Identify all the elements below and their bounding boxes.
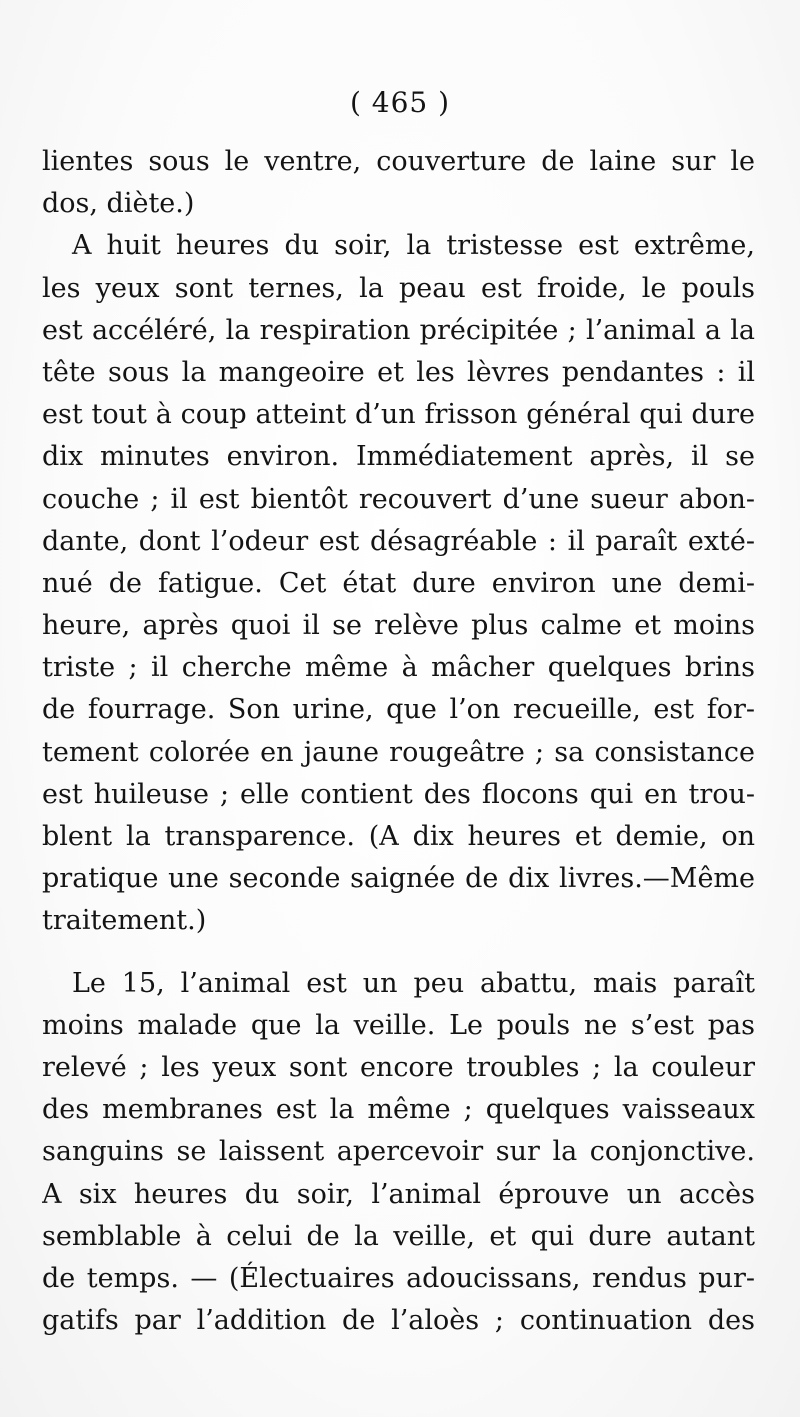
text-line: des membranes est la même ; quelques vaisseaux — [42, 1094, 755, 1126]
text-line: Le 15, l’animal est un peu abattu, mais paraît — [72, 967, 755, 999]
text-line: est tout à coup atteint d’un frisson général qui dure — [42, 399, 755, 431]
text-line: triste ; il cherche même à mâcher quelques brins — [42, 652, 755, 684]
text-line: sanguins se laissent apercevoir sur la conjonctive. — [42, 1136, 755, 1168]
paragraph-gap — [42, 943, 755, 963]
text-line: tête sous la mangeoire et les lèvres pendantes : il — [42, 356, 755, 388]
text-line: traitement.) — [42, 905, 207, 937]
text-line: est huileuse ; elle contient des flocons qui en trou- — [42, 778, 755, 810]
paragraph — [42, 225, 755, 942]
text-line: lientes sous le ventre, couverture de laine sur le — [42, 146, 755, 177]
text-line: gatifs par l’addition de l’aloès ; continuation des — [42, 1305, 755, 1337]
text-line: pratique une seconde saignée de dix livres.—Même — [42, 863, 755, 895]
text-line: A huit heures du soir, la tristesse est extrême, — [72, 230, 755, 262]
text-line: moins malade que la veille. Le pouls ne s’est pas — [42, 1009, 755, 1041]
page-number: ( 465 ) — [349, 86, 451, 119]
text-line: de temps. — (Électuaires adoucissans, rendus pur- — [42, 1262, 755, 1294]
text-line: tement colorée en jaune rougeâtre ; sa consistance — [42, 736, 755, 768]
paragraph — [42, 141, 755, 225]
text-line: blent la transparence. (A dix heures et demie, on — [42, 821, 755, 852]
text-line: est accéléré, la respiration précipitée ; l’animal a la — [42, 314, 755, 346]
text-line: couche ; il est bientôt recouvert d’une sueur abon- — [42, 483, 755, 515]
paragraph — [42, 963, 755, 1343]
text-line: heure, après quoi il se relève plus calme et moins — [42, 610, 755, 642]
text-line: relevé ; les yeux sont encore troubles ; la couleur — [42, 1051, 755, 1083]
text-line: nué de fatigue. Cet état dure environ une demi- — [42, 567, 755, 599]
text-line: dos, diète.) — [42, 188, 195, 220]
text-line: de fourrage. Son urine, que l’on recueille, est for- — [42, 694, 755, 726]
text-line: dix minutes environ. Immédiatement après, il se — [42, 441, 755, 473]
text-line: semblable à celui de la veille, et qui dure autant — [42, 1220, 755, 1252]
text-line: dante, dont l’odeur est désagréable : il paraît exté- — [42, 525, 755, 557]
page-body — [42, 141, 755, 1342]
text-line: les yeux sont ternes, la peau est froide, le pouls — [42, 272, 755, 304]
text-line: A six heures du soir, l’animal éprouve un accès — [42, 1178, 755, 1210]
